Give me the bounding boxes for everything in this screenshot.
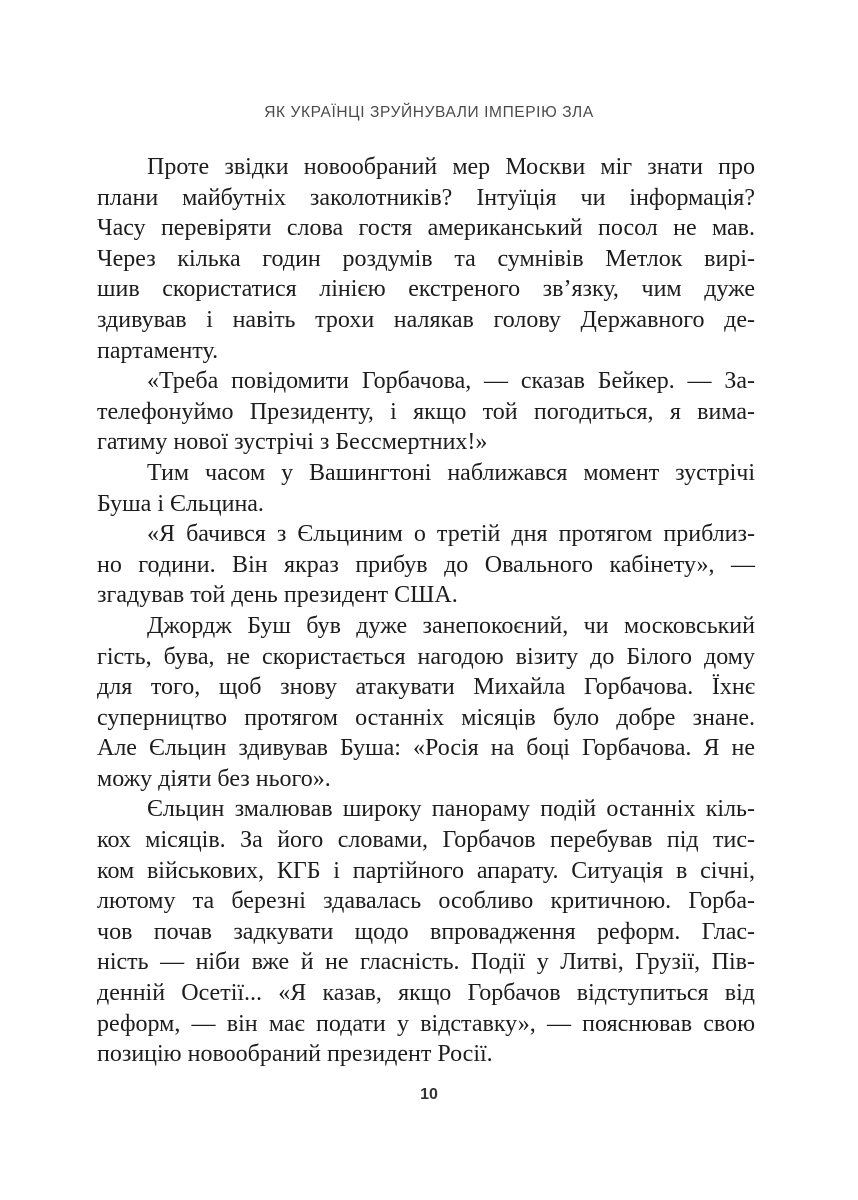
page-number: 10 xyxy=(420,1086,438,1103)
text-line: суперництво протягом останніх місяців було добре знане. xyxy=(97,704,755,731)
text-line: партаменту. xyxy=(97,337,219,364)
text-line: гість, бува, не скористається нагодою візиту до Білого дому xyxy=(97,643,755,670)
paragraph xyxy=(97,366,755,458)
text-line: Часу перевіряти слова гостя американський посол не мав. xyxy=(97,215,755,242)
text-line: Єльцин змалював широку панораму подій останніх кіль- xyxy=(147,796,755,823)
text-line: лютому та березні здавалась особливо критичною. Горба- xyxy=(97,888,755,915)
paragraph xyxy=(97,458,755,519)
text-line: ність — ніби вже й не гласність. Події у Литві, Грузії, Пів- xyxy=(97,949,755,976)
text-line: Але Єльцин здивував Буша: «Росія на боці Горбачова. Я не xyxy=(97,735,755,762)
text-line: ком військових, КГБ і партійного апарату. Ситуація в січні, xyxy=(97,857,755,884)
text-line: здивував і навіть трохи налякав голову Державного де- xyxy=(97,306,755,333)
paragraph xyxy=(97,152,755,366)
text-line: Джордж Буш був дуже занепокоєний, чи московський xyxy=(147,612,755,639)
text-line: Буша і Єльцина. xyxy=(97,490,264,517)
text-line: «Я бачився з Єльциним о третій дня протягом приблиз- xyxy=(147,521,755,548)
text-line: можу діяти без нього». xyxy=(97,765,331,792)
text-line: Проте звідки новообраний мер Москви міг знати про xyxy=(147,154,755,180)
paragraph xyxy=(97,794,755,1069)
text-line: позицію новообраний президент Росії. xyxy=(97,1041,493,1068)
running-header: ЯК УКРАЇНЦІ ЗРУЙНУВАЛИ ІМПЕРІЮ ЗЛА xyxy=(264,104,594,121)
text-line: плани майбутніх заколотників? Інтуїція чи інформація? xyxy=(97,184,755,211)
text-line: гатиму нової зустрічі з Бессмертних!» xyxy=(97,429,488,456)
text-line: згадував той день президент США. xyxy=(97,582,458,609)
text-line: телефонуймо Президенту, і якщо той погодиться, я вима- xyxy=(97,398,755,425)
text-line: чов почав задкувати щодо впровадження реформ. Глас- xyxy=(97,918,755,945)
text-line: но години. Він якраз прибув до Овального кабінету», — xyxy=(97,551,755,578)
text-line: шив скористатися лінією екстреного зв’язку, чим дуже xyxy=(97,276,755,303)
text-line: для того, щоб знову атакувати Михайла Горбачова. Їхнє xyxy=(97,674,755,701)
text-line: «Треба повідомити Горбачова, — сказав Бейкер. — За- xyxy=(147,368,755,395)
text-line: Тим часом у Вашингтоні наближався момент зустрічі xyxy=(147,459,755,486)
paragraph xyxy=(97,519,755,611)
text-line: реформ, — він має подати у відставку», — пояснював свою xyxy=(97,1010,755,1037)
paragraph xyxy=(97,611,755,795)
text-line: Через кілька годин роздумів та сумнівів Метлок вирі- xyxy=(97,245,755,272)
page-body-text xyxy=(97,152,755,1070)
text-line: кох місяців. За його словами, Горбачов перебував під тис- xyxy=(97,827,755,854)
text-line: денній Осетії... «Я казав, якщо Горбачов відступиться від xyxy=(97,980,755,1007)
